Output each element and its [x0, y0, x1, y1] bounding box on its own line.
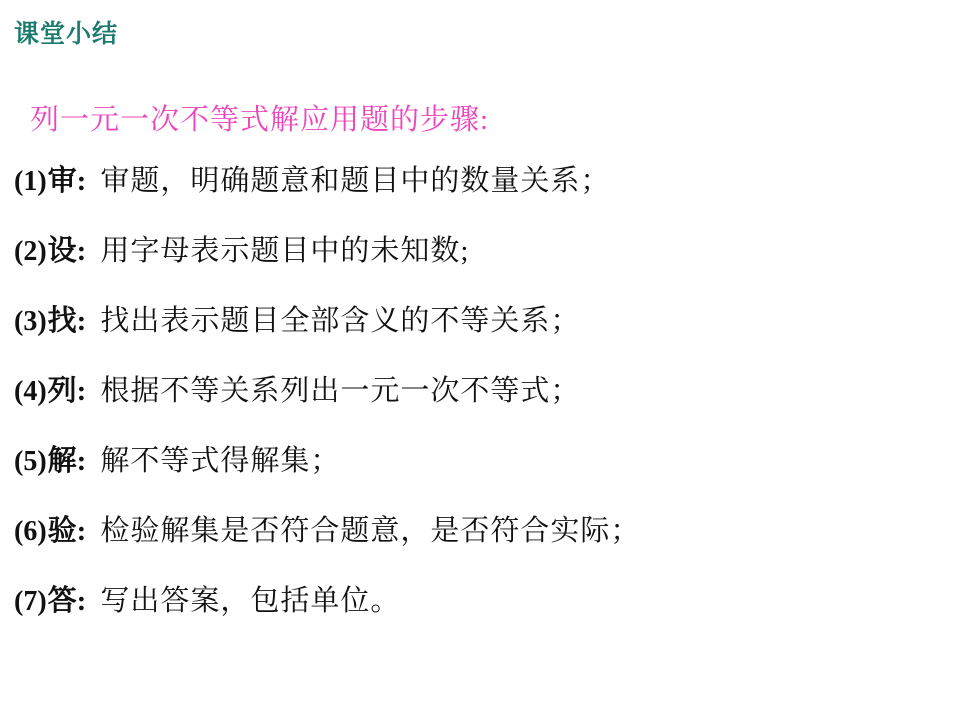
step-keyword: 答 — [47, 585, 77, 617]
step-colon: : — [76, 515, 87, 547]
step-keyword: 解 — [47, 445, 77, 477]
step-keyword: 审 — [47, 165, 77, 197]
step-description: 写出答案，包括单位。 — [100, 585, 401, 617]
step-number: (4) — [14, 376, 47, 407]
step-description: 解不等式得解集； — [100, 445, 341, 477]
list-item — [14, 438, 944, 508]
step-description: 审题，明确题意和题目中的数量关系； — [100, 165, 611, 197]
step-keyword: 验 — [47, 515, 77, 547]
step-colon: : — [76, 445, 87, 477]
step-number: (1) — [14, 166, 47, 197]
step-number: (5) — [14, 446, 47, 477]
step-number: (7) — [14, 586, 47, 617]
step-keyword: 列 — [47, 375, 77, 407]
step-description: 找出表示题目全部含义的不等关系； — [100, 305, 581, 337]
list-item — [14, 578, 944, 648]
step-number: (2) — [14, 236, 47, 267]
step-description: 用字母表示题目中的未知数; — [100, 235, 470, 267]
list-item — [14, 368, 944, 438]
step-colon: : — [76, 235, 87, 267]
list-item — [14, 228, 944, 298]
step-description: 根据不等关系列出一元一次不等式； — [100, 375, 581, 407]
step-colon: : — [76, 165, 87, 197]
step-keyword: 找 — [47, 305, 77, 337]
step-number: (6) — [14, 516, 47, 547]
step-number: (3) — [14, 306, 47, 337]
slide-subtitle: 列一元一次不等式解应用题的步骤: — [30, 104, 490, 136]
list-item — [14, 158, 944, 228]
list-item — [14, 298, 944, 368]
step-colon: : — [76, 305, 87, 337]
list-item — [14, 508, 944, 578]
page-title: 课堂小结 — [14, 20, 119, 48]
steps-list — [14, 158, 944, 648]
step-description: 检验解集是否符合题意，是否符合实际； — [100, 515, 641, 547]
step-colon: : — [76, 585, 87, 617]
step-keyword: 设 — [47, 235, 77, 267]
step-colon: : — [76, 375, 87, 407]
